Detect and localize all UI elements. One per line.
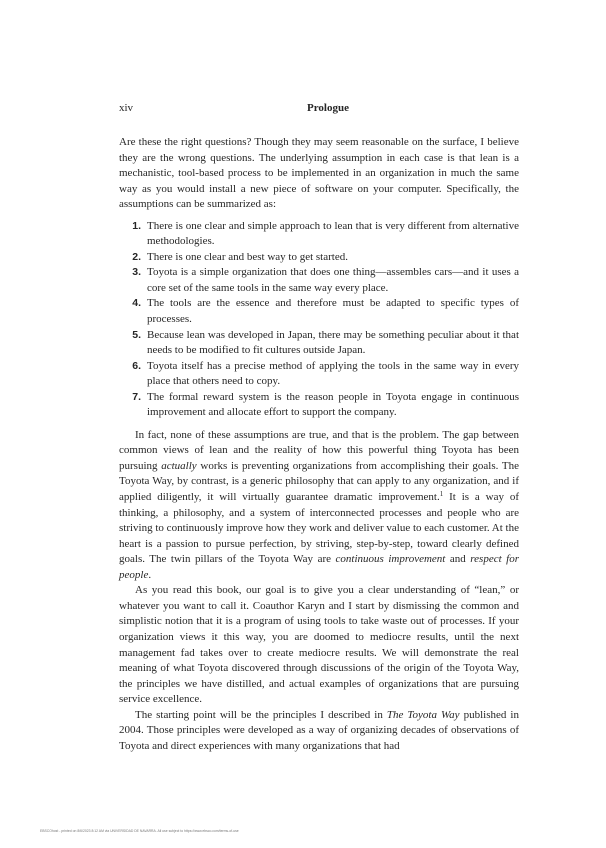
paragraph-starting-point xyxy=(119,708,519,755)
list-number: 3. xyxy=(132,266,141,279)
text-run: The starting point will be the principles I described in xyxy=(135,708,387,721)
book-title: The Toyota Way xyxy=(386,708,460,721)
text-run: . xyxy=(148,568,152,581)
list-item xyxy=(132,250,519,266)
list-item xyxy=(132,219,519,250)
list-item xyxy=(132,296,519,327)
paragraph-toyota-way-philosophy xyxy=(119,428,519,583)
assumptions-list xyxy=(119,219,519,421)
text-run: It is a way of thinking, a philosophy, and a system of interconnected processes and people who are striving to continuously improve how they work and deliver value to each customer. At the heart is a passion to pursue perfection, by striving, step-by-step, toward clearly defined goals. The twin pillars of the Toyota Way are xyxy=(119,491,519,566)
emphasis-text: actually xyxy=(161,459,197,472)
list-number: 7. xyxy=(132,390,141,403)
intro-paragraph: Are these the right questions? Though they may seem reasonable on the surface, I believe they are the wrong questions. The underlying assumption in each case is that lean is a mechanistic, tool-based process to be implemented in an organization in much the same way as you would install a new piece of software on your computer. Specifically, the assumptions can be summarized as: xyxy=(119,136,519,211)
list-item-text: There is one clear and best way to get started. xyxy=(147,250,348,263)
footer-notice: EBSCOhost - printed on 8/6/2023 8:12 AM via UNIVERSIDAD DE NAVARRA. All use subject to https://www.ebsco.com/terms-of-use xyxy=(40,829,239,833)
emphasis-text: continuous improvement xyxy=(335,553,446,566)
text-run: published in 2004. Those principles were developed as a way of organizing decades of observations of Toyota and direct experiences with many organizations that had xyxy=(119,708,519,752)
list-item xyxy=(132,359,519,390)
list-item xyxy=(132,265,519,296)
list-number: 4. xyxy=(132,297,141,310)
list-item xyxy=(132,390,519,421)
list-item-text: There is one clear and simple approach to lean that is very different from alternative methodologies. xyxy=(147,219,519,248)
text-run: works is preventing organizations from accomplishing their goals. The Toyota Way, by contrast, is a generic philosophy that can apply to any organization, and if applied diligently, it will virtually guarantee dramatic improvement. xyxy=(119,459,520,504)
list-number: 1. xyxy=(132,219,141,232)
page-number: xiv xyxy=(119,102,134,114)
list-item-text: Because lean was developed in Japan, there may be something peculiar about it that needs to be modified to fit cultures outside Japan. xyxy=(147,328,519,357)
list-item-text: Toyota is a simple organization that does one thing—assembles cars—and it uses a core set of the same tools in the same way every place. xyxy=(147,266,519,294)
list-item-text: The formal reward system is the reason people in Toyota engage in continuous improvement and allocate effort to support the company. xyxy=(147,390,519,419)
emphasis-text: respect for people xyxy=(119,553,520,581)
text-run: In fact, none of these assumptions are true, and that is the problem. The gap between common views of lean and the reality of how this powerful thing Toyota has been pursuing xyxy=(119,428,519,472)
running-header xyxy=(119,102,519,114)
text-run: and xyxy=(445,553,471,566)
body-text xyxy=(119,135,519,754)
list-item-text: The tools are the essence and therefore must be adapted to specific types of processes. xyxy=(147,297,519,326)
list-number: 5. xyxy=(132,328,141,341)
list-number: 6. xyxy=(132,359,141,372)
list-item-text: Toyota itself has a precise method of applying the tools in the same way in every place that others need to copy. xyxy=(147,359,519,388)
footnote-marker: 1 xyxy=(439,490,444,499)
list-number: 2. xyxy=(132,250,141,263)
chapter-title: Prologue xyxy=(307,102,349,114)
paragraph-book-goal: As you read this book, our goal is to give you a clear understanding of “lean,” or whatever you want to call it. Coauthor Karyn and I start by dismissing the common and simplistic notion that it is a program of using tools to take waste out of processes. If your organization views it this way, you are doomed to mediocre results, until the next management fad takes over to create mediocre results. We will demonstrate the real meaning of what Toyota discovered through discussions of the origin of the Toyota Way, the principles we have distilled, and actual examples of organizations that are pursuing service excellence. xyxy=(119,584,519,706)
list-item xyxy=(132,328,519,359)
